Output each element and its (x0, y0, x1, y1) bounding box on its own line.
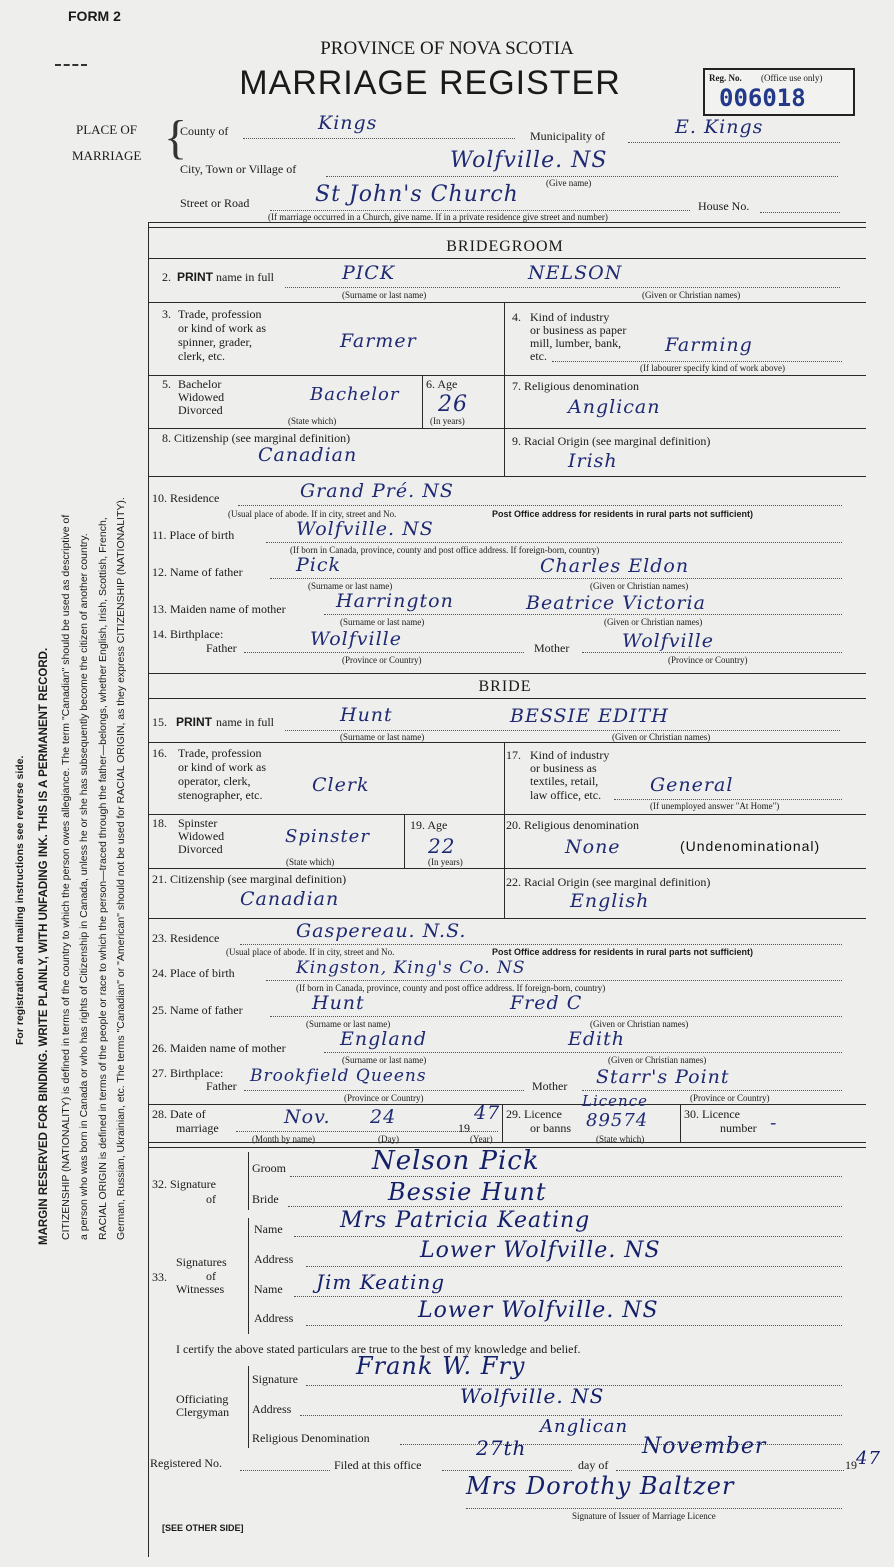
licence-type: Licence (582, 1092, 648, 1110)
form-top-border-inner (148, 227, 866, 228)
municipality-value: E. Kings (675, 116, 764, 138)
form-left-border (148, 222, 149, 1557)
q5-l3: Divorced (178, 403, 223, 417)
marriage-month: Nov. (284, 1106, 331, 1128)
house-no-label: House No. (698, 199, 750, 213)
witness1-name: Mrs Patricia Keating (340, 1208, 591, 1233)
q8-label: 8. Citizenship (see marginal definition) (162, 431, 351, 445)
q27-mother-label: Mother (532, 1079, 568, 1093)
q4-l2: or business as paper (530, 323, 627, 337)
place-brace: { (164, 111, 188, 164)
q15-print: PRINT (176, 715, 212, 729)
q4-note: (If labourer specify kind of work above) (640, 363, 785, 373)
witness1-address: Lower Wolfville. NS (420, 1238, 661, 1263)
groom-surname: PICK (342, 262, 396, 284)
rule-q15 (148, 742, 866, 743)
q28-year-note: (Year) (470, 1134, 493, 1144)
licence-number-value: 89574 (586, 1110, 649, 1131)
rule-q21 (148, 918, 866, 919)
q18-l2: Widowed (178, 829, 225, 843)
licence-number-field: - (770, 1112, 778, 1134)
groom-trade: Farmer (340, 330, 417, 352)
clergy-signature: Frank W. Fry (356, 1352, 526, 1380)
q5-l1: Bachelor (178, 377, 222, 391)
reg-number: 006018 (719, 84, 806, 112)
rule-bride-top (148, 673, 866, 674)
q26-surname-note: (Surname or last name) (342, 1055, 427, 1065)
filed-day: 27th (476, 1436, 527, 1460)
county-value: Kings (318, 112, 378, 134)
q16-l2: or kind of work as (178, 760, 266, 774)
q14-mother-label: Mother (534, 641, 570, 655)
q4-l3: mill, lumber, bank, (530, 336, 622, 350)
witness2-address-line (306, 1325, 842, 1326)
q17-l3: textiles, retail, (530, 774, 599, 788)
q27-father-label: Father (206, 1079, 237, 1093)
q10-note-2: Post Office address for residents in rural parts not sufficient) (492, 509, 754, 519)
bride-mother-given: Edith (568, 1028, 625, 1050)
rule-q6-q7 (504, 375, 505, 428)
bride-status: Spinster (285, 826, 370, 847)
groom-given: NELSON (528, 262, 623, 284)
rule-q18-q19 (404, 814, 405, 868)
witness2-address-label: Address (254, 1311, 294, 1325)
rule-q5-q6 (422, 375, 423, 428)
clergy-denom-line (400, 1444, 842, 1445)
q25-label: 25. Name of father (152, 1003, 243, 1017)
bride-religion-note: (Undenominational) (680, 838, 821, 854)
groom-religion: Anglican (568, 396, 661, 418)
rule-bride-header (148, 698, 866, 699)
q2-num: 2. (162, 270, 171, 284)
q16-l4: stenographer, etc. (178, 788, 263, 802)
filed-month-line (616, 1470, 844, 1471)
county-label: County of (180, 124, 229, 138)
give-name-note: (Give name) (546, 178, 592, 188)
q10-line (238, 505, 842, 506)
q28-l2: marriage (176, 1121, 219, 1135)
q18-l1: Spinster (178, 816, 218, 830)
q15-num: 15. (152, 715, 167, 729)
groom-mother-given: Beatrice Victoria (526, 592, 706, 614)
rule-q5 (148, 428, 866, 429)
city-value: Wolfville. NS (450, 148, 608, 173)
rule-q16 (148, 814, 866, 815)
groom-citizenship: Canadian (258, 444, 358, 466)
groom-industry: Farming (665, 334, 753, 356)
q12-given-note: (Given or Christian names) (590, 581, 689, 591)
q14-mother-line (582, 652, 842, 653)
q27-label: 27. Birthplace: (152, 1066, 224, 1080)
q25-line (270, 1016, 842, 1017)
rule-q2 (148, 302, 866, 303)
clergy-bracket (248, 1366, 249, 1448)
bride-surname-note: (Surname or last name) (340, 732, 425, 742)
certify-statement: I certify the above stated particulars are true to the best of my knowledge and belief. (176, 1342, 581, 1356)
q29-state-note: (State which) (596, 1134, 645, 1144)
q21-label: 21. Citizenship (see marginal definition) (152, 872, 347, 886)
q12-line (270, 578, 842, 579)
marriage-year-prefix: 19 (458, 1121, 470, 1135)
groom-father-given: Charles Eldon (540, 555, 690, 577)
bride-religion: None (565, 836, 621, 858)
marriage-year: 47 (474, 1102, 501, 1124)
groom-sig-line (290, 1176, 842, 1177)
reg-number-box (703, 68, 855, 116)
filed-day-line (442, 1470, 572, 1471)
witness1-address-line (306, 1266, 842, 1267)
q11-line (266, 542, 842, 543)
witness-l2: of (206, 1269, 216, 1283)
bride-industry: General (650, 774, 734, 796)
q30-l1: 30. Licence (684, 1107, 740, 1121)
groom-state-which: (State which) (288, 416, 337, 426)
filed-label: Filed at this office (334, 1458, 422, 1472)
rule-q8-q9 (504, 428, 505, 476)
rule-q8 (148, 476, 866, 477)
q14-father-label: Father (206, 641, 237, 655)
bride-father-birthplace: Brookfield Queens (250, 1066, 427, 1086)
q3-l3: spinner, grader, (178, 335, 253, 349)
officiating-l2: Clergyman (176, 1405, 230, 1419)
q11-note: (If born in Canada, province, county and post office address. If foreign-born, country) (290, 545, 600, 555)
city-label: City, Town or Village of (180, 162, 297, 176)
q24-note: (If born in Canada, province, county and post office address. If foreign-born, country) (296, 983, 606, 993)
q25-surname-note: (Surname or last name) (306, 1019, 391, 1029)
q32-l2: of (206, 1192, 216, 1206)
witness2-name: Jim Keating (316, 1270, 446, 1294)
q14-mother-note: (Province or Country) (668, 655, 748, 665)
bride-state-which: (State which) (286, 857, 335, 867)
witness2-name-label: Name (254, 1282, 283, 1296)
bride-given-note: (Given or Christian names) (612, 732, 711, 742)
municipality-label: Municipality of (530, 129, 605, 143)
rule-q18 (148, 868, 866, 869)
q26-line (324, 1052, 842, 1053)
margin-permanent-record: MARGIN RESERVED FOR BINDING. WRITE PLAINLY, WITH UNFADING INK. THIS IS A PERMANENT RECORD. (38, 647, 50, 1245)
q16-l3: operator, clerk, (178, 774, 251, 788)
rule-q19-q20 (504, 814, 505, 868)
witness-l3: Witnesses (176, 1282, 225, 1296)
q26-label: 26. Maiden name of mother (152, 1041, 286, 1055)
county-line (243, 138, 515, 139)
house-no-line (760, 212, 840, 213)
filed-month: November (642, 1434, 767, 1459)
see-other-side: [SEE OTHER SIDE] (162, 1523, 244, 1533)
q4-num: 4. (512, 310, 521, 324)
q12-label: 12. Name of father (152, 565, 243, 579)
witness-bracket (248, 1218, 249, 1334)
groom-father-birthplace: Wolfville (310, 628, 402, 650)
groom-name-line (285, 287, 840, 288)
rule-q21-q22 (504, 868, 505, 918)
bride-age: 22 (428, 834, 456, 858)
groom-birthplace: Wolfville. NS (296, 518, 434, 540)
municipality-line (628, 142, 840, 143)
bride-trade: Clerk (312, 774, 370, 796)
q16-l1: Trade, profession (178, 746, 262, 760)
q13-label: 13. Maiden name of mother (152, 602, 286, 616)
bridegroom-header: BRIDEGROOM (446, 238, 564, 255)
place-label-2: MARRIAGE (72, 148, 142, 163)
q10-label: 10. Residence (152, 491, 220, 505)
q33-num: 33. (152, 1270, 167, 1284)
clergy-denomination: Anglican (540, 1416, 629, 1437)
q19-label: 19. Age (410, 818, 448, 832)
witness2-address: Lower Wolfville. NS (418, 1298, 659, 1323)
q28-month-note: (Month by name) (252, 1134, 315, 1144)
bride-given: BESSIE EDITH (510, 705, 669, 727)
bride-mother-birthplace: Starr's Point (596, 1066, 730, 1088)
groom-racial: Irish (568, 450, 618, 472)
q13-given-note: (Given or Christian names) (604, 617, 703, 627)
clergy-address: Wolfville. NS (460, 1384, 605, 1408)
groom-status: Bachelor (310, 384, 400, 405)
street-line (270, 210, 690, 211)
reg-office-note: (Office use only) (761, 73, 823, 83)
q3-num: 3. (162, 307, 171, 321)
q17-num: 17. (506, 748, 521, 762)
rule-q28-q29 (502, 1104, 503, 1142)
rule-q27 (148, 1104, 866, 1105)
filed-year-prefix: 19 (845, 1458, 857, 1472)
bride-age-note: (In years) (428, 857, 463, 867)
form-label: FORM 2 (68, 8, 121, 24)
place-label-1: PLACE OF (76, 122, 138, 137)
witness1-name-label: Name (254, 1222, 283, 1236)
q18-l3: Divorced (178, 842, 223, 856)
q15-label: name in full (216, 715, 274, 729)
issuer-sig-line (466, 1508, 842, 1509)
rule-q3 (148, 375, 866, 376)
filed-year: 47 (856, 1448, 881, 1469)
bride-mother-surname: England (340, 1028, 428, 1050)
q2-label: name in full (216, 270, 274, 284)
q14-label: 14. Birthplace: (152, 627, 224, 641)
q28-day-note: (Day) (378, 1134, 399, 1144)
q4-line (552, 361, 842, 362)
q14-father-note: (Province or Country) (342, 655, 422, 665)
q23-note-2: Post Office address for residents in rural parts not sufficient) (492, 947, 754, 957)
page-title: MARRIAGE REGISTER (239, 64, 621, 102)
margin-instructions: For registration and mailing instructions see reverse side. (14, 755, 26, 1045)
q3-l1: Trade, profession (178, 307, 262, 321)
registered-no-line (240, 1470, 330, 1471)
form-top-border (148, 222, 866, 223)
q25-given-note: (Given or Christian names) (590, 1019, 689, 1029)
groom-sig-label: Groom (252, 1161, 286, 1175)
bride-name-line (285, 730, 840, 731)
clergy-denom-label: Religious Denomination (252, 1431, 370, 1445)
groom-bride-bracket (248, 1152, 249, 1210)
rule-q16-q17 (504, 742, 505, 814)
groom-father-surname: Pick (296, 554, 342, 576)
q6-label: 6. Age (426, 377, 458, 391)
margin-racial-1: RACIAL ORIGIN is defined in terms of the people or race to which the person—traced through the father—belongs, whether English, Irish, Scottish, French, (97, 517, 109, 1240)
day-of-label: day of (578, 1458, 609, 1472)
q10-note-1: (Usual place of abode. If in city, street and No. (228, 509, 397, 519)
rule-q29-q30 (680, 1104, 681, 1142)
q3-l4: clerk, etc. (178, 349, 225, 363)
rule-q3-q4 (504, 302, 505, 375)
groom-mother-birthplace: Wolfville (622, 630, 714, 652)
q28-l1: 28. Date of (152, 1107, 206, 1121)
q13-surname-note: (Surname or last name) (340, 617, 425, 627)
q18-num: 18. (152, 816, 167, 830)
q17-l1: Kind of industry (530, 748, 610, 762)
groom-surname-note: (Surname or last name) (342, 290, 427, 300)
q5-num: 5. (162, 377, 171, 391)
groom-given-note: (Given or Christian names) (642, 290, 741, 300)
bride-surname: Hunt (340, 704, 393, 726)
q23-line (240, 944, 842, 945)
q20-label: 20. Religious denomination (506, 818, 639, 832)
officiating-l1: Officiating (176, 1392, 229, 1406)
groom-signature: Nelson Pick (372, 1146, 540, 1176)
q29-l1: 29. Licence (506, 1107, 562, 1121)
rule-q28 (148, 1142, 866, 1143)
bride-racial: English (570, 890, 650, 912)
q2-print: PRINT (177, 270, 213, 284)
bride-sig-line (288, 1206, 842, 1207)
corner-dash (55, 64, 87, 66)
q24-line (266, 980, 842, 981)
groom-residence: Grand Pré. NS (300, 480, 454, 502)
margin-citizenship-2: a person who was born in Canada or who has rights of Citizenship in Canada, unless he or she has subsequently become the citizen of another country. (78, 533, 90, 1240)
q23-label: 23. Residence (152, 931, 220, 945)
marriage-day: 24 (370, 1106, 397, 1128)
margin-racial-2: German, Russian, Ukrainian, etc. The terms "Canadian" or "American" should not be used for RACIAL ORIGIN, as they express CITIZENSHIP (NATIONALITY). (115, 497, 127, 1240)
q26-given-note: (Given or Christian names) (608, 1055, 707, 1065)
q5-l2: Widowed (178, 390, 225, 404)
province-heading: PROVINCE OF NOVA SCOTIA (320, 38, 574, 59)
clergy-signature-label: Signature (252, 1372, 298, 1386)
witness1-name-line (294, 1236, 842, 1237)
margin-citizenship-1: CITIZENSHIP (NATIONALITY) is defined in terms of the country to which the person owes allegiance. The term "Canadian" should be used as descriptive of (60, 514, 72, 1240)
q27-father-line (244, 1090, 524, 1091)
q17-l2: or business as (530, 761, 597, 775)
q30-l2: number (720, 1121, 757, 1135)
q11-label: 11. Place of birth (152, 528, 235, 542)
q24-label: 24. Place of birth (152, 966, 235, 980)
q27-mother-note: (Province or Country) (690, 1093, 770, 1103)
q7-label: 7. Religious denomination (512, 379, 639, 393)
q14-father-line (244, 652, 524, 653)
bride-birthplace: Kingston, King's Co. NS (296, 958, 526, 978)
q3-l2: or kind of work as (178, 321, 266, 335)
q4-l1: Kind of industry (530, 310, 610, 324)
q13-line (324, 614, 842, 615)
bride-citizenship: Canadian (240, 888, 340, 910)
issuer-note: Signature of Issuer of Marriage Licence (572, 1511, 716, 1521)
q27-father-note: (Province or Country) (344, 1093, 424, 1103)
q29-l2: or banns (530, 1121, 571, 1135)
street-note: (If marriage occurred in a Church, give name. If in a private residence give street and number) (268, 212, 608, 222)
witness2-name-line (294, 1296, 842, 1297)
groom-age: 26 (438, 392, 468, 417)
bride-signature: Bessie Hunt (388, 1178, 547, 1206)
bride-father-surname: Hunt (312, 992, 365, 1014)
q17-line (614, 799, 842, 800)
bride-header: BRIDE (478, 678, 532, 695)
witness1-address-label: Address (254, 1252, 294, 1266)
street-label: Street or Road (180, 196, 250, 210)
witness-l1: Signatures (176, 1255, 227, 1269)
q12-surname-note: (Surname or last name) (308, 581, 393, 591)
q17-l4: law office, etc. (530, 788, 602, 802)
clergy-address-label: Address (252, 1402, 292, 1416)
q17-note: (If unemployed answer "At Home") (650, 801, 780, 811)
bride-residence: Gaspereau. N.S. (296, 920, 467, 942)
q16-num: 16. (152, 746, 167, 760)
street-value: St John's Church (315, 182, 519, 207)
issuer-signature: Mrs Dorothy Baltzer (466, 1472, 735, 1500)
q23-note-1: (Usual place of abode. If in city, street and No. (226, 947, 395, 957)
groom-age-note: (In years) (430, 416, 465, 426)
q27-mother-line (582, 1090, 842, 1091)
q4-l4: etc. (530, 349, 547, 363)
bride-sig-label: Bride (252, 1192, 279, 1206)
q9-label: 9. Racial Origin (see marginal definition) (512, 434, 711, 448)
bride-father-given: Fred C (510, 992, 583, 1014)
groom-mother-surname: Harrington (336, 590, 454, 612)
rule-groom-header (148, 258, 866, 259)
city-line (326, 176, 838, 177)
registered-no-label: Registered No. (150, 1456, 222, 1470)
reg-label: Reg. No. (709, 73, 742, 83)
q32-l1: 32. Signature (152, 1177, 216, 1191)
q22-label: 22. Racial Origin (see marginal definition) (506, 875, 711, 889)
